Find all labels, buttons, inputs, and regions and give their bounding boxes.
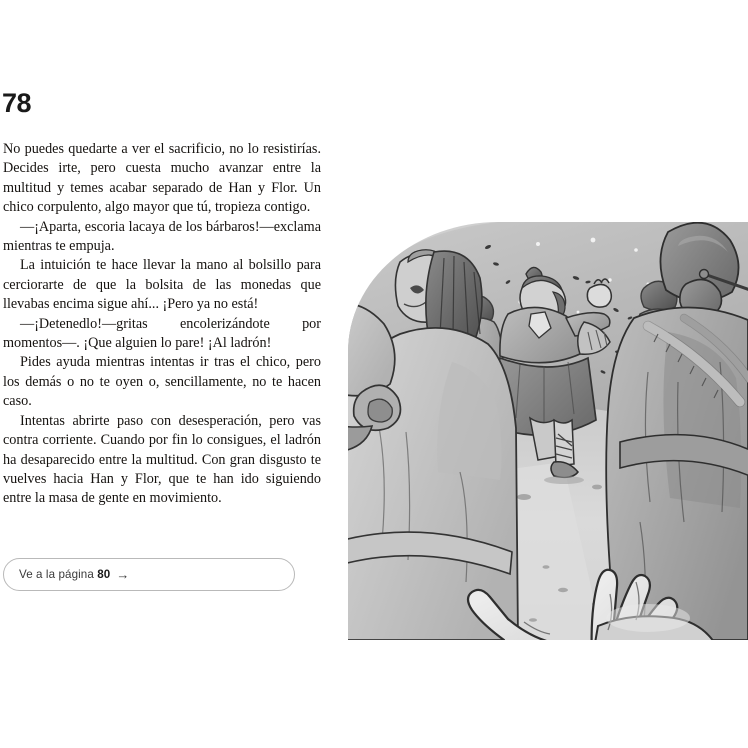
chapter-illustration — [348, 222, 748, 640]
go-to-page-number: 80 — [97, 568, 111, 581]
go-to-page-button[interactable] — [3, 558, 295, 591]
hand-raised — [587, 284, 611, 307]
paragraph: No puedes quedarte a ver el sacrificio, no lo resistirías. Decides irte, pero cuesta mucho avanzar entre la multitud y temes acabar separado de Han y Flor. Un chico corpulento, algo mayor que tú, tropieza contigo. — [3, 141, 321, 216]
body-text — [3, 140, 321, 509]
hand-highlight — [606, 604, 690, 632]
go-to-page-prefix: Ve a la página — [19, 568, 94, 581]
paragraph: Intentas abrirte paso con desesperación, pero vas contra corriente. Cuando por fin lo consigues, el ladrón ha desaparecido entre la multitud. Con gran disgusto te vuelves hacia Han y Flor, que te han ido siguiendo entre la masa de gente en movimiento. — [3, 412, 321, 507]
paragraph: Pides ayuda mientras intentas ir tras el chico, pero los demás o no te oyen o, sencillamente, no te hacen caso. — [3, 354, 321, 410]
paragraph: —¡Aparta, escoria lacaya de los bárbaros!—exclama mientras te empuja. — [3, 218, 321, 255]
go-to-page-label — [4, 568, 110, 581]
leg-front — [554, 420, 574, 466]
bun-inner — [368, 399, 392, 422]
arrow-right-icon: → — [116, 567, 130, 582]
paragraph: La intuición te hace llevar la mano al bolsillo para cerciorarte de que la bolsita de las monedas que llevabas encima sigue ahí... ¡Pero ya no está! — [3, 257, 321, 313]
ground-shadow — [544, 476, 584, 484]
page-number: 78 — [2, 88, 32, 118]
illustration-scene — [348, 222, 748, 640]
paragraph: —¡Detenedlo!—gritas encolerizándote por momentos—. ¡Que alguien lo pare! ¡Al ladrón! — [3, 315, 321, 352]
illustration-artwork — [348, 222, 748, 640]
hairpin-bead — [700, 270, 709, 279]
